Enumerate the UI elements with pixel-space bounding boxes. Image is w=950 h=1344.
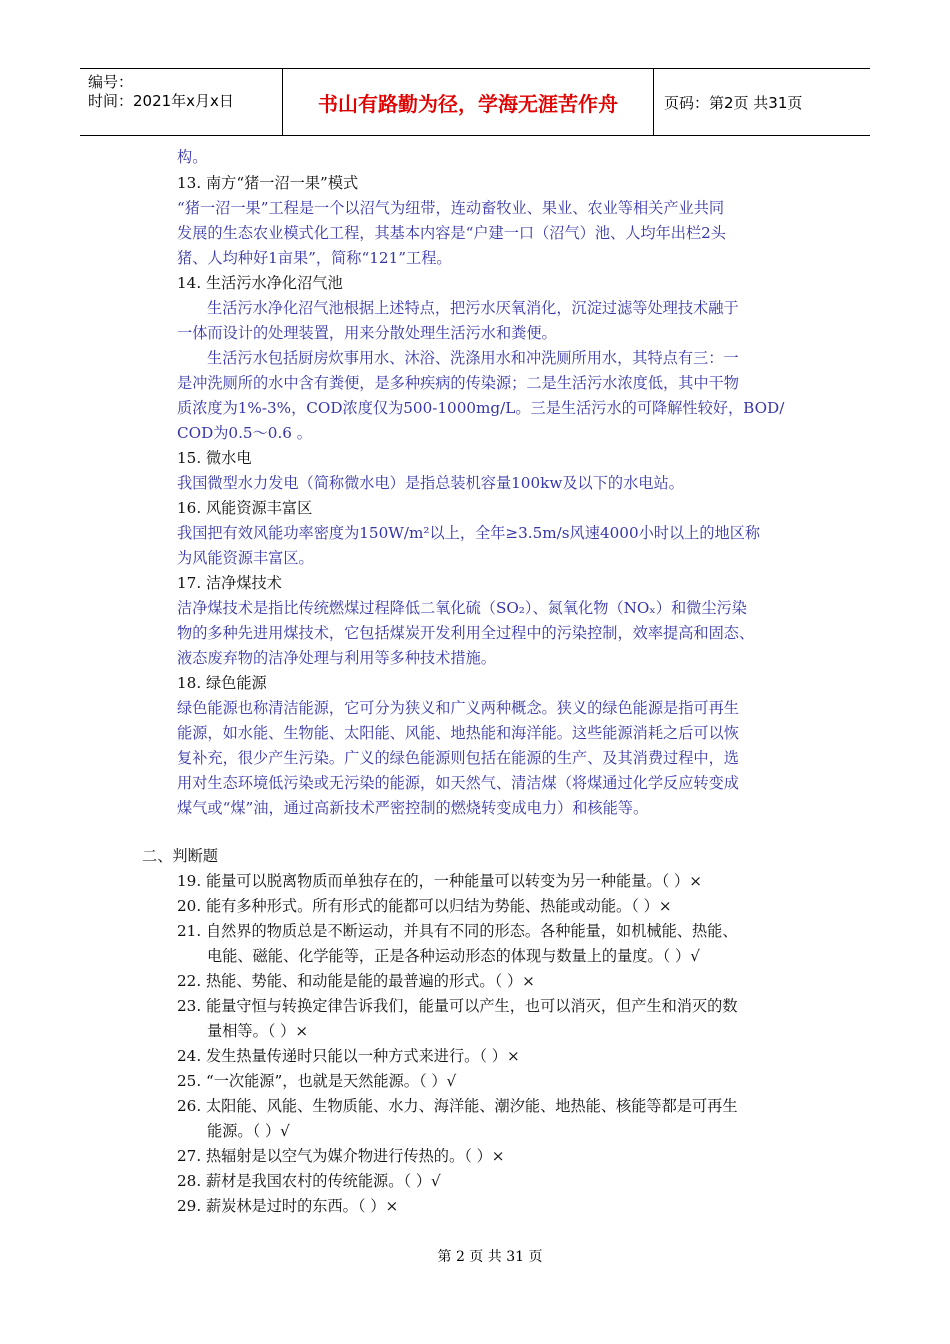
header-meta bbox=[80, 69, 282, 135]
heading-or-question-line: 电能、磁能、化学能等，正是各种运动形态的体现与数量上的量度。（ ）√ bbox=[207, 947, 700, 965]
body-paragraph-line: 我国把有效风能功率密度为150W/m²以上，全年≥3.5m/s风速4000小时以上的地区称 bbox=[177, 524, 761, 542]
body-paragraph-line: 物的多种先进用煤技术，它包括煤炭开发利用全过程中的污染控制，效率提高和固态、 bbox=[177, 624, 755, 642]
body-paragraph-line: 我国微型水力发电（简称微水电）是指总装机容量100kw及以下的水电站。 bbox=[177, 474, 684, 492]
body-paragraph-line: 洁净煤技术是指比传统燃煤过程降低二氧化硫（SO₂）、氮氧化物（NOₓ）和微尘污染 bbox=[177, 599, 747, 617]
heading-or-question-line: 28. 薪材是我国农村的传统能源。（ ）√ bbox=[177, 1172, 441, 1190]
heading-or-question-line: 26. 太阳能、风能、生物质能、水力、海洋能、潮汐能、地热能、核能等都是可再生 bbox=[177, 1097, 738, 1115]
body-paragraph-line: 绿色能源也称清洁能源，它可分为狭义和广义两种概念。狭义的绿色能源是指可再生 bbox=[177, 699, 739, 717]
page-header bbox=[80, 68, 870, 136]
heading-or-question-line: 29. 薪炭林是过时的东西。（ ）× bbox=[177, 1197, 399, 1215]
heading-or-question-line: 21. 自然界的物质总是不断运动，并具有不同的形态。各种能量，如机械能、热能、 bbox=[177, 922, 738, 940]
body-paragraph-line: 质浓度为1%-3%，COD浓度仅为500-1000mg/L。三是生活污水的可降解性较好，BOD/ bbox=[177, 399, 785, 417]
heading-or-question-line: 15. 微水电 bbox=[177, 449, 252, 467]
body-paragraph-line: 构。 bbox=[177, 148, 208, 166]
heading-or-question-line: 25. “一次能源”，也就是天然能源。（ ）√ bbox=[177, 1072, 457, 1090]
heading-or-question-line: 23. 能量守恒与转换定律告诉我们，能量可以产生，也可以消灭，但产生和消灭的数 bbox=[177, 997, 738, 1015]
heading-or-question-line: 14. 生活污水净化沼气池 bbox=[177, 274, 343, 292]
body-paragraph-line: COD为0.5～0.6 。 bbox=[177, 424, 312, 442]
body-paragraph-line: 液态废弃物的洁净处理与利用等多种技术措施。 bbox=[177, 649, 496, 667]
heading-or-question-line: 13. 南方“猪一沼一果”模式 bbox=[177, 174, 359, 192]
body-paragraph-line: 发展的生态农业模式化工程，其基本内容是“户建一口（沼气）池、人均年出栏2头 bbox=[177, 224, 726, 242]
heading-or-question-line: 二、判断题 bbox=[142, 847, 218, 865]
heading-or-question-line: 20. 能有多种形式。所有形式的能都可以归结为势能、热能或动能。（ ）× bbox=[177, 897, 672, 915]
heading-or-question-line: 19. 能量可以脱离物质而单独存在的，一种能量可以转变为另一种能量。（ ）× bbox=[177, 872, 702, 890]
body-paragraph-line: 用对生态环境低污染或无污染的能源，如天然气、清洁煤（将煤通过化学反应转变成 bbox=[177, 774, 739, 792]
heading-or-question-line: 22. 热能、势能、和动能是能的最普遍的形式。（ ）× bbox=[177, 972, 535, 990]
body-paragraph-line: 猪、人均种好1亩果”，简称“121”工程。 bbox=[177, 249, 452, 267]
body-paragraph-line: “猪一沼一果”工程是一个以沼气为纽带，连动畜牧业、果业、农业等相关产业共同 bbox=[177, 199, 725, 217]
body-paragraph-line: 能源，如水能、生物能、太阳能、风能、地热能和海洋能。这些能源消耗之后可以恢 bbox=[177, 724, 739, 742]
body-paragraph-line: 是冲洗厕所的水中含有粪便，是多种疾病的传染源；二是生活污水浓度低，其中干物 bbox=[177, 374, 739, 392]
body-paragraph-line: 生活污水净化沼气池根据上述特点，把污水厌氧消化，沉淀过滤等处理技术融于 bbox=[207, 299, 739, 317]
body-paragraph-line: 一体而设计的处理装置，用来分散处理生活污水和粪便。 bbox=[177, 324, 557, 342]
header-motto: 书山有路勤为径，学海无涯苦作舟 bbox=[282, 69, 654, 135]
body-paragraph-line: 煤气或“煤”油，通过高新技术严密控制的燃烧转变成电力）和核能等。 bbox=[177, 799, 649, 817]
heading-or-question-line: 16. 风能资源丰富区 bbox=[177, 499, 313, 517]
heading-or-question-line: 24. 发生热量传递时只能以一种方式来进行。（ ）× bbox=[177, 1047, 520, 1065]
body-paragraph-line: 为风能资源丰富区。 bbox=[177, 549, 314, 567]
heading-or-question-line: 能源。（ ）√ bbox=[207, 1122, 290, 1140]
body-paragraph-line: 生活污水包括厨房炊事用水、沐浴、洗涤用水和冲洗厕所用水，其特点有三：一 bbox=[207, 349, 739, 367]
heading-or-question-line: 27. 热辐射是以空气为媒介物进行传热的。（ ）× bbox=[177, 1147, 505, 1165]
body-paragraph-line: 复补充，很少产生污染。广义的绿色能源则包括在能源的生产、及其消费过程中，选 bbox=[177, 749, 739, 767]
header-page-info: 页码：第2页 共31页 bbox=[664, 93, 803, 112]
document-number-label: 编号： bbox=[88, 73, 134, 91]
heading-or-question-line: 18. 绿色能源 bbox=[177, 674, 267, 692]
heading-or-question-line: 量相等。（ ）× bbox=[207, 1022, 309, 1040]
heading-or-question-line: 17. 洁净煤技术 bbox=[177, 574, 282, 592]
page-footer: 第 2 页 共 31 页 bbox=[437, 1249, 543, 1265]
document-date: 时间：2021年x月x日 bbox=[88, 92, 234, 110]
